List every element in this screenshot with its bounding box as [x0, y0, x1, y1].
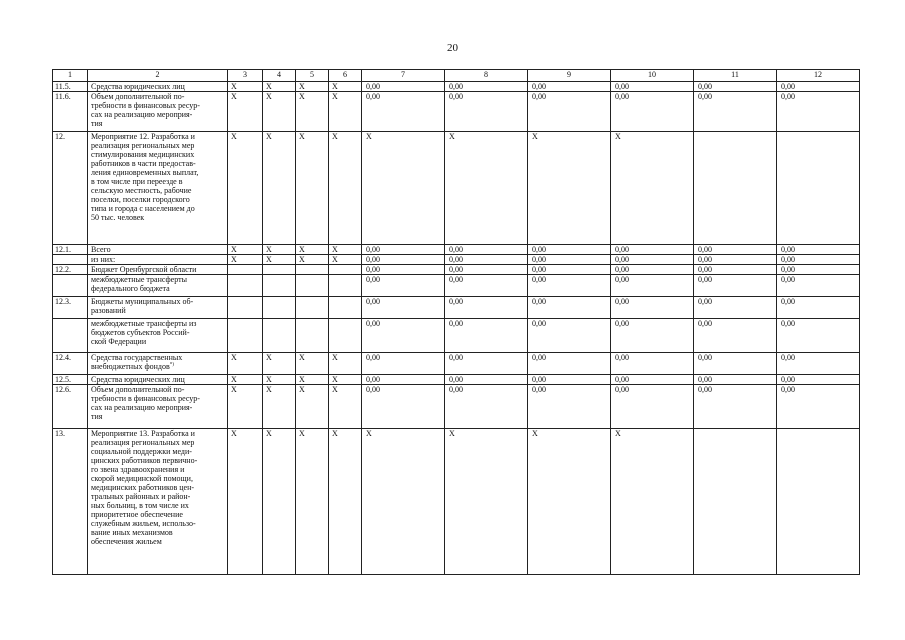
table-row: [53, 245, 860, 255]
table-cell: [296, 319, 329, 353]
table-cell: 0,00: [777, 385, 860, 429]
table-cell: X: [296, 132, 329, 245]
table-cell: [329, 275, 362, 297]
row-title: межбюджетные трансферты федерального бюджета: [88, 275, 228, 297]
column-header: 1: [53, 70, 88, 82]
table-cell: 0,00: [777, 297, 860, 319]
table-cell: X: [228, 245, 263, 255]
table-row: [53, 255, 860, 265]
table-cell: X: [362, 132, 445, 245]
table-cell: 0,00: [445, 255, 528, 265]
table-cell: 0,00: [777, 319, 860, 353]
table-row: [53, 297, 860, 319]
table-cell: 0,00: [445, 92, 528, 132]
table-cell: X: [296, 245, 329, 255]
table-cell: 0,00: [777, 375, 860, 385]
table-cell: 0,00: [362, 82, 445, 92]
table-cell: [263, 265, 296, 275]
table-cell: 0,00: [528, 375, 611, 385]
table-cell: X: [296, 82, 329, 92]
table-cell: X: [263, 429, 296, 575]
table-cell: [777, 132, 860, 245]
table-row: [53, 82, 860, 92]
table-cell: 0,00: [777, 353, 860, 375]
column-header: 12: [777, 70, 860, 82]
table-cell: 0,00: [528, 92, 611, 132]
row-number: 12.5.: [53, 375, 88, 385]
table-cell: X: [228, 429, 263, 575]
row-number: 12.3.: [53, 297, 88, 319]
table-cell: 0,00: [694, 297, 777, 319]
table-cell: 0,00: [445, 319, 528, 353]
table-cell: [228, 275, 263, 297]
table-cell: 0,00: [611, 375, 694, 385]
table-cell: X: [611, 429, 694, 575]
table-row: [53, 319, 860, 353]
table-cell: 0,00: [528, 385, 611, 429]
table-cell: 0,00: [528, 82, 611, 92]
table-cell: 0,00: [777, 245, 860, 255]
table-cell: [263, 319, 296, 353]
table-cell: X: [329, 255, 362, 265]
table-cell: X: [528, 429, 611, 575]
table-cell: 0,00: [362, 385, 445, 429]
table-cell: 0,00: [362, 375, 445, 385]
table-cell: X: [263, 255, 296, 265]
column-header: 8: [445, 70, 528, 82]
table-cell: X: [329, 245, 362, 255]
row-title: Средства юридических лиц: [88, 82, 228, 92]
table-cell: 0,00: [362, 297, 445, 319]
table-cell: X: [329, 132, 362, 245]
row-title: Мероприятие 13. Разработка и реализация региональных мер социальной поддержки меди- цинских работников первично- го звена здравоохранения и скорой медицинской помощи, медицинских работников цен- тральных районных и район- ных больниц, в том числе их приоритетное обеспечение служебным жильем, использо- вание иных механизмов обеспечения жильем: [88, 429, 228, 575]
column-header: 7: [362, 70, 445, 82]
table-cell: [694, 132, 777, 245]
table-cell: 0,00: [694, 319, 777, 353]
table-row: [53, 375, 860, 385]
table-cell: 0,00: [611, 255, 694, 265]
table-cell: X: [228, 353, 263, 375]
table-cell: X: [296, 429, 329, 575]
table-cell: [329, 297, 362, 319]
table-cell: X: [263, 132, 296, 245]
table-cell: 0,00: [445, 353, 528, 375]
table-row: [53, 385, 860, 429]
table-cell: X: [228, 255, 263, 265]
table-cell: 0,00: [528, 245, 611, 255]
table-body: [53, 70, 860, 575]
row-title: Мероприятие 12. Разработка и реализация региональных мер стимулирования медицинских работников в части предостав- ления единовременных выплат, в том числе при переезде в сельскую местность, рабочие поселки, поселки городского типа и города с населением до 50 тыс. человек: [88, 132, 228, 245]
table-cell: X: [528, 132, 611, 245]
table-cell: X: [362, 429, 445, 575]
table-cell: 0,00: [528, 265, 611, 275]
table-cell: X: [228, 375, 263, 385]
table-cell: 0,00: [611, 385, 694, 429]
table-cell: 0,00: [528, 297, 611, 319]
column-header: 9: [528, 70, 611, 82]
table-cell: [228, 265, 263, 275]
table-cell: X: [296, 92, 329, 132]
table-cell: X: [296, 353, 329, 375]
table-cell: 0,00: [777, 92, 860, 132]
table-cell: X: [228, 82, 263, 92]
row-title: Всего: [88, 245, 228, 255]
row-number: 12.1.: [53, 245, 88, 255]
table-cell: [296, 275, 329, 297]
table-cell: 0,00: [611, 353, 694, 375]
table-cell: X: [445, 429, 528, 575]
table-cell: 0,00: [611, 275, 694, 297]
column-header: 10: [611, 70, 694, 82]
table-row: [53, 132, 860, 245]
table-cell: 0,00: [362, 319, 445, 353]
table-cell: 0,00: [362, 245, 445, 255]
table-cell: X: [296, 255, 329, 265]
table-cell: X: [329, 353, 362, 375]
column-header: 11: [694, 70, 777, 82]
row-title: межбюджетные трансферты из бюджетов субъектов Россий- ской Федерации: [88, 319, 228, 353]
table-cell: 0,00: [694, 375, 777, 385]
table-cell: X: [445, 132, 528, 245]
table-cell: 0,00: [528, 319, 611, 353]
table-cell: 0,00: [611, 82, 694, 92]
row-number: 12.6.: [53, 385, 88, 429]
table-header-row: [53, 70, 860, 82]
row-number: 13.: [53, 429, 88, 575]
funding-table: [52, 69, 860, 575]
table-cell: 0,00: [694, 82, 777, 92]
table-cell: 0,00: [694, 255, 777, 265]
table-cell: 0,00: [445, 375, 528, 385]
table-cell: [296, 297, 329, 319]
table-cell: [777, 429, 860, 575]
table-cell: [228, 319, 263, 353]
row-title: Объем дополнительной по- требности в финансовых ресур- сах на реализацию мероприя- тия: [88, 92, 228, 132]
row-title: Бюджет Оренбургской области: [88, 265, 228, 275]
table-cell: [263, 275, 296, 297]
table-cell: 0,00: [694, 385, 777, 429]
column-header: 6: [329, 70, 362, 82]
table-cell: 0,00: [694, 353, 777, 375]
table-cell: 0,00: [445, 297, 528, 319]
row-number: 11.5.: [53, 82, 88, 92]
table-cell: X: [228, 92, 263, 132]
row-number: 12.: [53, 132, 88, 245]
table-cell: 0,00: [694, 275, 777, 297]
table-cell: 0,00: [445, 245, 528, 255]
table-cell: 0,00: [694, 265, 777, 275]
table-row: [53, 429, 860, 575]
table-row: [53, 265, 860, 275]
table-cell: 0,00: [445, 385, 528, 429]
table-cell: [263, 297, 296, 319]
table-cell: 0,00: [445, 82, 528, 92]
row-number: [53, 275, 88, 297]
table-cell: X: [329, 92, 362, 132]
table-cell: X: [263, 375, 296, 385]
table-cell: 0,00: [362, 275, 445, 297]
table-row: [53, 92, 860, 132]
table-cell: X: [296, 375, 329, 385]
row-title: Объем дополнительной по- требности в финансовых ресур- сах на реализацию мероприя- тия: [88, 385, 228, 429]
table-cell: X: [228, 132, 263, 245]
table-cell: 0,00: [445, 275, 528, 297]
table-cell: [329, 265, 362, 275]
table-cell: X: [296, 385, 329, 429]
table-cell: 0,00: [777, 275, 860, 297]
table-cell: [296, 265, 329, 275]
table-cell: 0,00: [777, 255, 860, 265]
table-cell: 0,00: [445, 265, 528, 275]
table-cell: [329, 319, 362, 353]
row-title: из них:: [88, 255, 228, 265]
table-cell: 0,00: [777, 265, 860, 275]
table-cell: 0,00: [362, 353, 445, 375]
table-cell: X: [329, 429, 362, 575]
table-cell: 0,00: [362, 255, 445, 265]
column-header: 2: [88, 70, 228, 82]
table-cell: X: [263, 82, 296, 92]
table-cell: X: [263, 92, 296, 132]
row-title: Средства государственных внебюджетных фондов*): [88, 353, 228, 375]
column-header: 5: [296, 70, 329, 82]
table-cell: X: [329, 82, 362, 92]
table-cell: X: [611, 132, 694, 245]
table-cell: 0,00: [528, 275, 611, 297]
table-cell: 0,00: [611, 265, 694, 275]
row-number: [53, 319, 88, 353]
table-cell: X: [329, 375, 362, 385]
table-cell: X: [228, 385, 263, 429]
table-cell: 0,00: [694, 245, 777, 255]
table-cell: [694, 429, 777, 575]
table-cell: 0,00: [611, 297, 694, 319]
row-title: Средства юридических лиц: [88, 375, 228, 385]
table-cell: 0,00: [528, 353, 611, 375]
table-cell: 0,00: [362, 265, 445, 275]
table-cell: 0,00: [362, 92, 445, 132]
page-number: 20: [447, 42, 458, 54]
column-header: 3: [228, 70, 263, 82]
table-row: [53, 353, 860, 375]
table-cell: 0,00: [694, 92, 777, 132]
table-cell: X: [329, 385, 362, 429]
table-cell: 0,00: [611, 245, 694, 255]
table-cell: 0,00: [777, 82, 860, 92]
footnote-mark: *): [169, 362, 174, 368]
row-number: [53, 255, 88, 265]
row-number: 12.2.: [53, 265, 88, 275]
table-cell: 0,00: [611, 92, 694, 132]
table-row: [53, 275, 860, 297]
row-number: 11.6.: [53, 92, 88, 132]
table-cell: [228, 297, 263, 319]
column-header: 4: [263, 70, 296, 82]
table-cell: 0,00: [611, 319, 694, 353]
table-cell: X: [263, 385, 296, 429]
table-cell: X: [263, 245, 296, 255]
row-number: 12.4.: [53, 353, 88, 375]
table-cell: 0,00: [528, 255, 611, 265]
row-title: Бюджеты муниципальных об- разований: [88, 297, 228, 319]
table-cell: X: [263, 353, 296, 375]
